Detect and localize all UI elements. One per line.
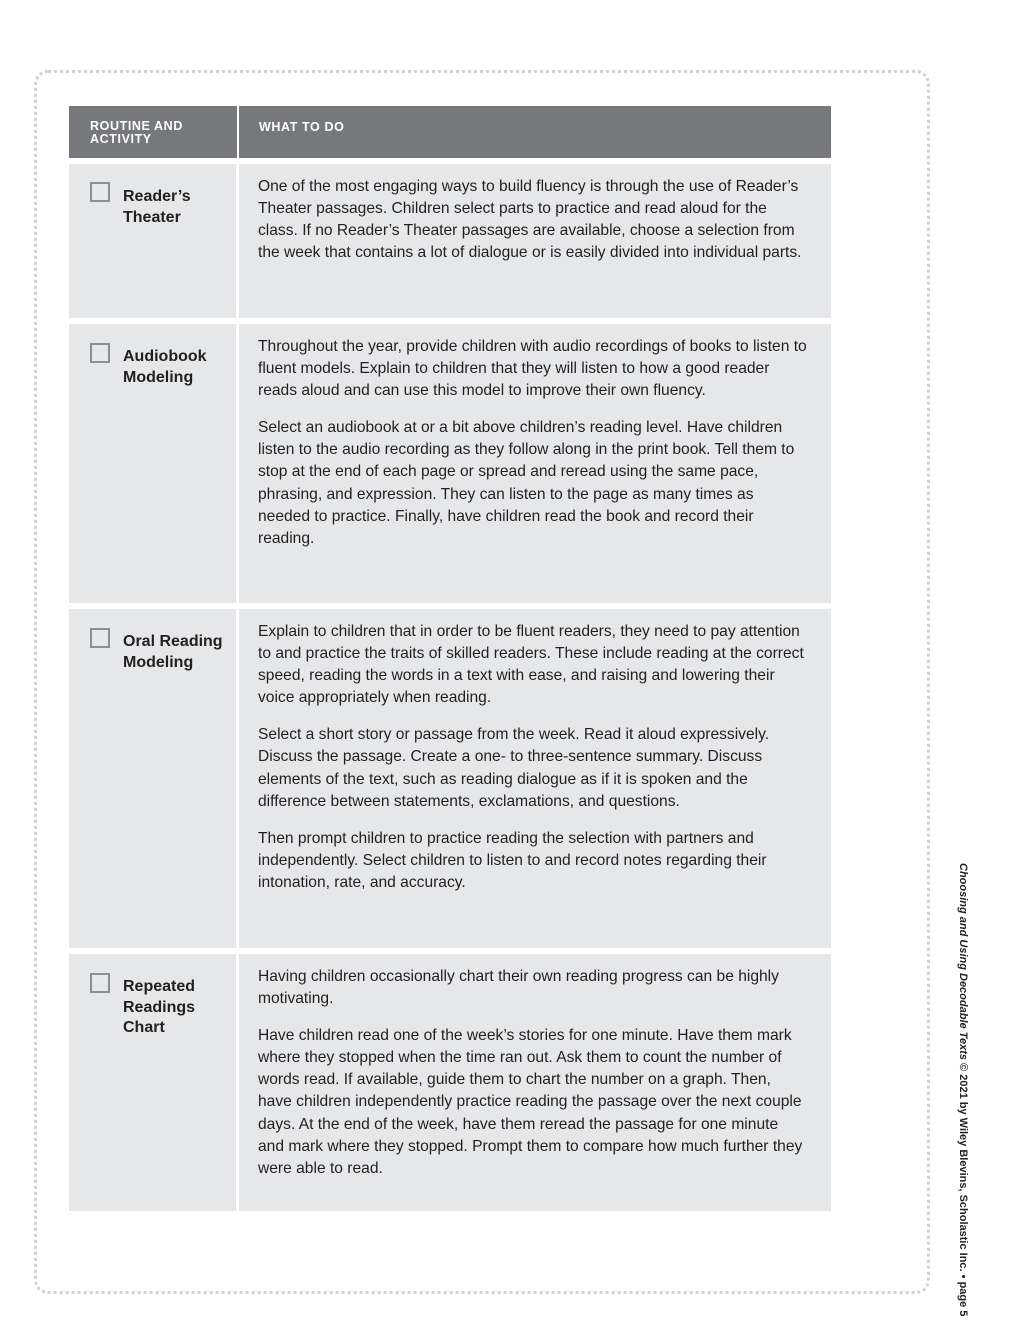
copyright-footer [957, 863, 969, 1317]
table-header [69, 106, 831, 158]
instruction-paragraph: Then prompt children to practice reading the selection with partners and independently. Select children to listen to and record notes regarding their intonation, rate, and accuracy. [258, 829, 767, 891]
instructions-cell [239, 954, 831, 1211]
activity-name: Repeated Readings Chart [123, 978, 196, 1036]
instruction-paragraph: Select a short story or passage from the week. Read it aloud expressively. Discuss the passage. Create a one- to three-sentence summary. Discuss elements of the text, such as reading dialogue as if it is spoken and the difference between statements, exclamations, and questions. [258, 726, 770, 810]
instructions-cell [239, 324, 831, 603]
instruction-paragraph: Select an audiobook at or a bit above children’s reading level. Have children listen to the audio recording as they follow along in the print book. Tell them to stop at the end of each page or spread and reread using the same pace, phrasing, and expression. They can listen to the page as many times as needed to practice. Finally, have children read the book and record their reading. [258, 419, 795, 547]
table-row [69, 164, 831, 318]
header-routine: ROUTINE AND ACTIVITY [69, 106, 239, 158]
checkbox[interactable] [90, 182, 110, 202]
table-row [69, 324, 831, 603]
instruction-paragraph: Having children occasionally chart their own reading progress can be highly motivating. [258, 968, 779, 1008]
checkbox[interactable] [90, 343, 110, 363]
checkbox[interactable] [90, 628, 110, 648]
instruction-paragraph: Throughout the year, provide children with audio recordings of books to listen to fluent models. Explain to children that they will listen to how a good reader reads aloud and can use this model to improve their own fluency. [258, 338, 807, 400]
checkbox[interactable] [90, 973, 110, 993]
activity-name: Audiobook Modeling [123, 348, 207, 386]
book-title: Choosing and Using Decodable Texts [957, 863, 969, 1061]
instructions-cell [239, 609, 831, 948]
activity-cell [69, 324, 239, 603]
activity-name: Reader’s Theater [123, 188, 191, 226]
instructions-cell [239, 164, 831, 318]
activity-cell [69, 164, 239, 318]
table-row [69, 609, 831, 948]
activity-name: Oral Reading Modeling [123, 633, 223, 671]
header-what-to-do: WHAT TO DO [259, 120, 345, 134]
credit-line: © 2021 by Wiley Blevins, Scholastic Inc. • page 5 [957, 1060, 969, 1317]
instruction-paragraph: One of the most engaging ways to build fluency is through the use of Reader’s Theater passages. Children select parts to practice and read aloud for the class. If no Reader’s Theater passages are available, choose a selection from the week that contains a lot of dialogue or is easily divided into individual parts. [258, 178, 802, 262]
activity-table [69, 106, 831, 1211]
instruction-paragraph: Explain to children that in order to be fluent readers, they need to pay attention to and practice the traits of skilled readers. These include reading at the correct speed, reading the words in a text with ease, and raising and lowering their voice appropriately when reading. [258, 623, 804, 707]
activity-cell [69, 954, 239, 1211]
instruction-paragraph: Have children read one of the week’s stories for one minute. Have them mark where they stopped when the time ran out. Ask them to count the number of words read. If available, guide them to chart the number on a graph. Then, have children independently practice reading the passage over the next couple days. At the end of the week, have them reread the passage for one minute and mark where they stopped. Prompt them to compare how much further they were able to read. [258, 1027, 803, 1177]
table-row [69, 954, 831, 1211]
activity-cell [69, 609, 239, 948]
